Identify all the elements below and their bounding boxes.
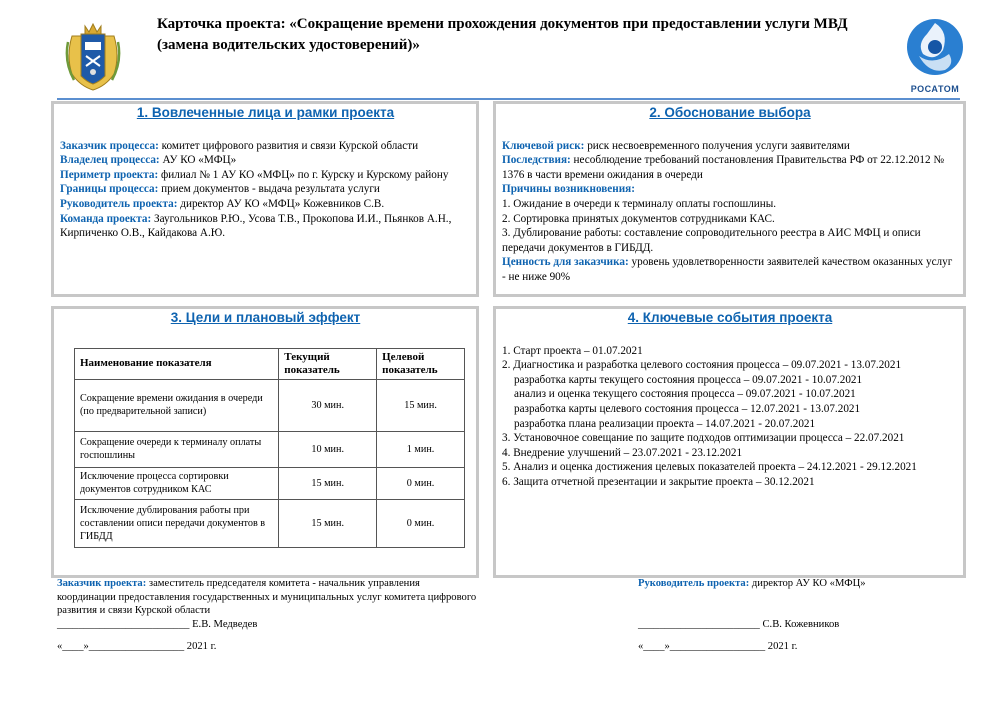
indicator-target: 0 мин. — [377, 467, 465, 499]
cause-item: 1. Ожидание в очереди к терминалу оплаты госпошлины. — [502, 197, 777, 210]
event-item: 1. Старт проекта – 01.07.2021 — [502, 344, 643, 357]
panel-justification — [493, 101, 966, 297]
event-item: 6. Защита отчетной презентации и закрытие проекта – 30.12.2021 — [502, 475, 815, 488]
key-risk: Ключевой риск: риск несвоевременного получения услуги заявителями — [502, 139, 850, 152]
table-row — [75, 467, 465, 499]
event-subitem: анализ и оценка текущего состояния процесса – 09.07.2021 - 10.07.2021 — [514, 388, 856, 401]
kursk-coat-of-arms-icon — [64, 22, 122, 92]
panel-stakeholders — [51, 101, 479, 297]
indicator-target: 0 мин. — [377, 499, 465, 547]
panel-title: 4. Ключевые события проекта — [627, 310, 833, 325]
manager-date-line: «____»__________________ 2021 г. — [638, 641, 798, 652]
customer-value: Ценность для заказчика: уровень удовлетворенности заявителей качеством оказанных услуг - не ниже 90% — [502, 256, 953, 283]
cause-item: 3. Дублирование работы: составление сопроводительного реестра в АИС МФЦ и описи передачи документов в ГИБДД. — [502, 227, 921, 254]
indicator-name: Сокращение времени ожидания в очереди (по предварительной записи) — [75, 379, 279, 431]
panel-title: 2. Обоснование выбора — [649, 105, 811, 120]
indicator-name: Исключение процесса сортировки документов сотрудником КАС — [75, 467, 279, 499]
column-header-name: Наименование показателя — [75, 348, 279, 379]
table-row — [75, 379, 465, 431]
event-subitem: разработка карты текущего состояния процесса – 09.07.2021 - 10.07.2021 — [514, 373, 863, 386]
column-header-current: Текущий показатель — [279, 348, 377, 379]
indicator-current: 10 мин. — [279, 431, 377, 467]
stakeholder-item-team: Команда проекта: Заугольников Р.Ю., Усова Т.В., Прокопова И.И., Пьянков А.Н., Кирпиченко О.В., Кайдакова А.Ю. — [60, 212, 452, 240]
customer-date-line: «____»__________________ 2021 г. — [57, 641, 217, 652]
table-header-row — [75, 348, 465, 379]
panel-key-events — [493, 306, 966, 578]
causes-label: Причины возникновения: — [502, 183, 635, 196]
stakeholder-item-boundaries: Границы процесса: прием документов - выдача результата услуги — [60, 183, 380, 196]
rosatom-logo — [905, 14, 965, 100]
stakeholder-item-customer: Заказчик процесса: комитет цифрового развития и связи Курской области — [60, 139, 419, 152]
panel-title: 3. Цели и плановый эффект — [170, 310, 361, 325]
rosatom-atom-icon — [905, 14, 965, 80]
event-item: 2. Диагностика и разработка целевого состояния процесса – 09.07.2021 - 13.07.2021 — [502, 359, 902, 372]
indicator-target: 1 мин. — [377, 431, 465, 467]
indicator-current: 15 мин. — [279, 467, 377, 499]
panel-goals — [51, 306, 479, 578]
indicator-name: Исключение дублирования работы при составлении описи передачи документов в ГИБДД — [75, 499, 279, 547]
event-item: 3. Установочное совещание по защите подходов оптимизации процесса – 22.07.2021 — [502, 432, 905, 445]
indicator-current: 15 мин. — [279, 499, 377, 547]
stakeholder-item-manager: Руководитель проекта: директор АУ КО «МФЦ» Кожевников С.В. — [60, 197, 385, 210]
footer-manager-signature — [638, 577, 968, 654]
consequences: Последствия: несоблюдение требований постановления Правительства РФ от 22.12.2012 № 1376 в части времени ожидания в очереди — [502, 154, 945, 181]
page-title: Карточка проекта: «Сокращение времени прохождения документов при предоставлении услуги МВД (замена водительских удостоверений)» — [157, 16, 848, 53]
indicator-target: 15 мин. — [377, 379, 465, 431]
header-divider — [57, 98, 960, 100]
cause-item: 2. Сортировка принятых документов сотрудниками КАС. — [502, 212, 775, 225]
event-subitem: разработка плана реализации проекта – 14.07.2021 - 20.07.2021 — [514, 417, 816, 430]
indicator-name: Сокращение очереди к терминалу оплаты госпошлины — [75, 431, 279, 467]
indicators-table — [74, 348, 465, 548]
event-item: 5. Анализ и оценка достижения целевых показателей проекта – 24.12.2021 - 29.12.2021 — [502, 461, 917, 474]
manager-position: Руководитель проекта: директор АУ КО «МФЦ» — [638, 578, 866, 589]
table-row — [75, 431, 465, 467]
logo-text: РОСАТОМ — [910, 84, 960, 94]
customer-signature-line: _________________________ Е.В. Медведев — [57, 618, 258, 630]
event-item: 4. Внедрение улучшений – 23.07.2021 - 23.12.2021 — [502, 446, 743, 459]
stakeholder-item-perimeter: Периметр проекта: филиал № 1 АУ КО «МФЦ» по г. Курску и Курскому району — [60, 168, 449, 181]
indicator-current: 30 мин. — [279, 379, 377, 431]
customer-position: Заказчик проекта: заместитель председателя комитета - начальник управления координации предоставления государственных и муниципальных услуг комитета цифрового развития и связи Курской области — [57, 578, 477, 616]
event-subitem: разработка карты целевого состояния процесса – 12.07.2021 - 13.07.2021 — [514, 402, 861, 415]
table-row — [75, 499, 465, 547]
stakeholder-item-owner: Владелец процесса: АУ КО «МФЦ» — [60, 154, 237, 167]
footer-customer-signature — [57, 577, 477, 654]
manager-signature-line: _______________________ С.В. Кожевников — [638, 618, 840, 630]
panel-title: 1. Вовлеченные лица и рамки проекта — [136, 105, 395, 120]
column-header-target: Целевой показатель — [377, 348, 465, 379]
